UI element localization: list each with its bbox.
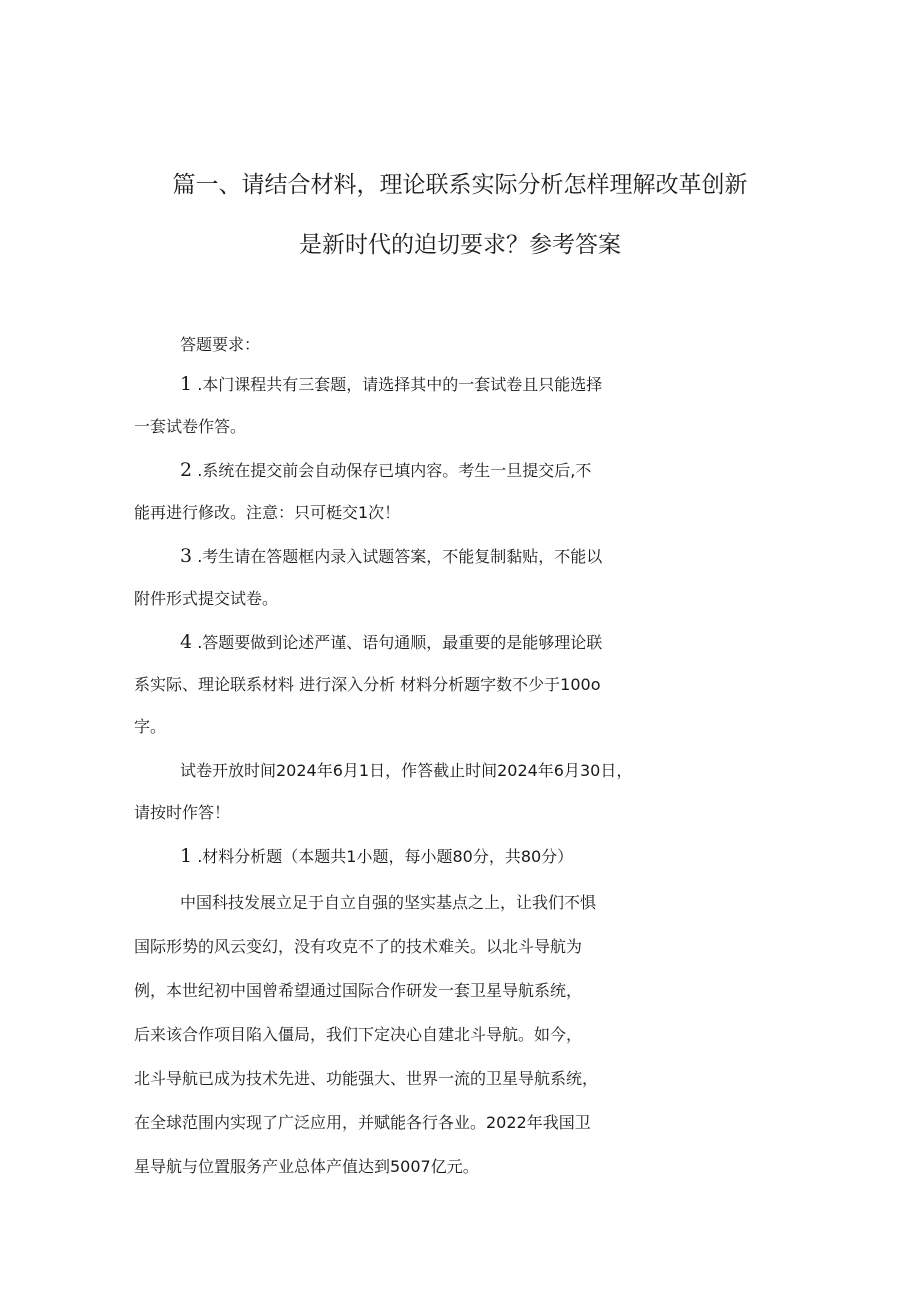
requirement-item-1-line-1 — [180, 372, 602, 395]
material-line: 星导航与位置服务产业总体产值达到5007亿元。 — [134, 1157, 479, 1176]
requirement-number: 2 — [180, 459, 193, 481]
requirement-item-1-line-2: 一套试卷作答。 — [134, 417, 247, 436]
requirement-item-4-line-2: 系实际、理论联系材料 进行深入分析 材料分析题字数不少于100o — [134, 675, 601, 694]
requirement-item-4-line-1 — [180, 630, 602, 653]
requirement-item-4-line-3: 字。 — [134, 717, 167, 736]
schedule-line-1: 试卷开放时间2024年6月1日，作答截止时间2024年6月30日， — [180, 761, 633, 780]
requirement-text: .系统在提交前会自动保存已填内容。考生一旦提交后,不 — [197, 461, 592, 480]
requirement-number: 4 — [180, 631, 193, 653]
question-label: .材料分析题（本题共1小题，每小题80分，共80分） — [197, 847, 574, 866]
requirement-text: .考生请在答题框内录入试题答案，不能复制黏贴，不能以 — [197, 547, 603, 566]
requirement-item-3-line-2: 附件形式提交试卷。 — [134, 589, 279, 608]
requirements-heading: 答题要求： — [180, 335, 261, 354]
requirement-item-2-line-2: 能再进行修改。注意：只可梃交1次！ — [134, 503, 401, 522]
requirement-number: 3 — [180, 545, 193, 567]
requirement-item-3-line-1 — [180, 544, 602, 567]
requirement-item-2-line-1 — [180, 458, 591, 481]
schedule-line-2: 请按时作答！ — [134, 803, 231, 822]
material-line: 例，本世纪初中国曾希望通过国际合作研发一套卫星导航系统， — [134, 981, 583, 1000]
document-title-line-1: 篇一、请结合材料，理论联系实际分析怎样理解改革创新 — [172, 172, 748, 198]
material-line: 中国科技发展立足于自立自强的坚实基点之上，让我们不惧 — [180, 893, 597, 912]
material-line: 北斗导航已成为技术先进、功能强大、世界一流的卫星导航系统， — [134, 1069, 599, 1088]
material-line: 国际形势的风云变幻，没有攻克不了的技术难关。以北斗导航为 — [134, 937, 583, 956]
material-line: 后来该合作项目陷入僵局，我们下定决心自建北斗导航。如今， — [134, 1025, 583, 1044]
requirement-number: 1 — [180, 373, 193, 395]
question-number: 1 — [180, 845, 193, 867]
question-heading — [180, 844, 573, 867]
document-title-line-2: 是新时代的迫切要求？参考答案 — [299, 232, 621, 258]
material-line: 在全球范围内实现了广泛应用，并赋能各行各业。2022年我国卫 — [134, 1113, 591, 1132]
requirement-text: .本门课程共有三套题，请选择其中的一套试卷且只能选择 — [197, 375, 603, 394]
requirement-text: .答题要做到论述严谨、语句通顺，最重要的是能够理论联 — [197, 633, 603, 652]
